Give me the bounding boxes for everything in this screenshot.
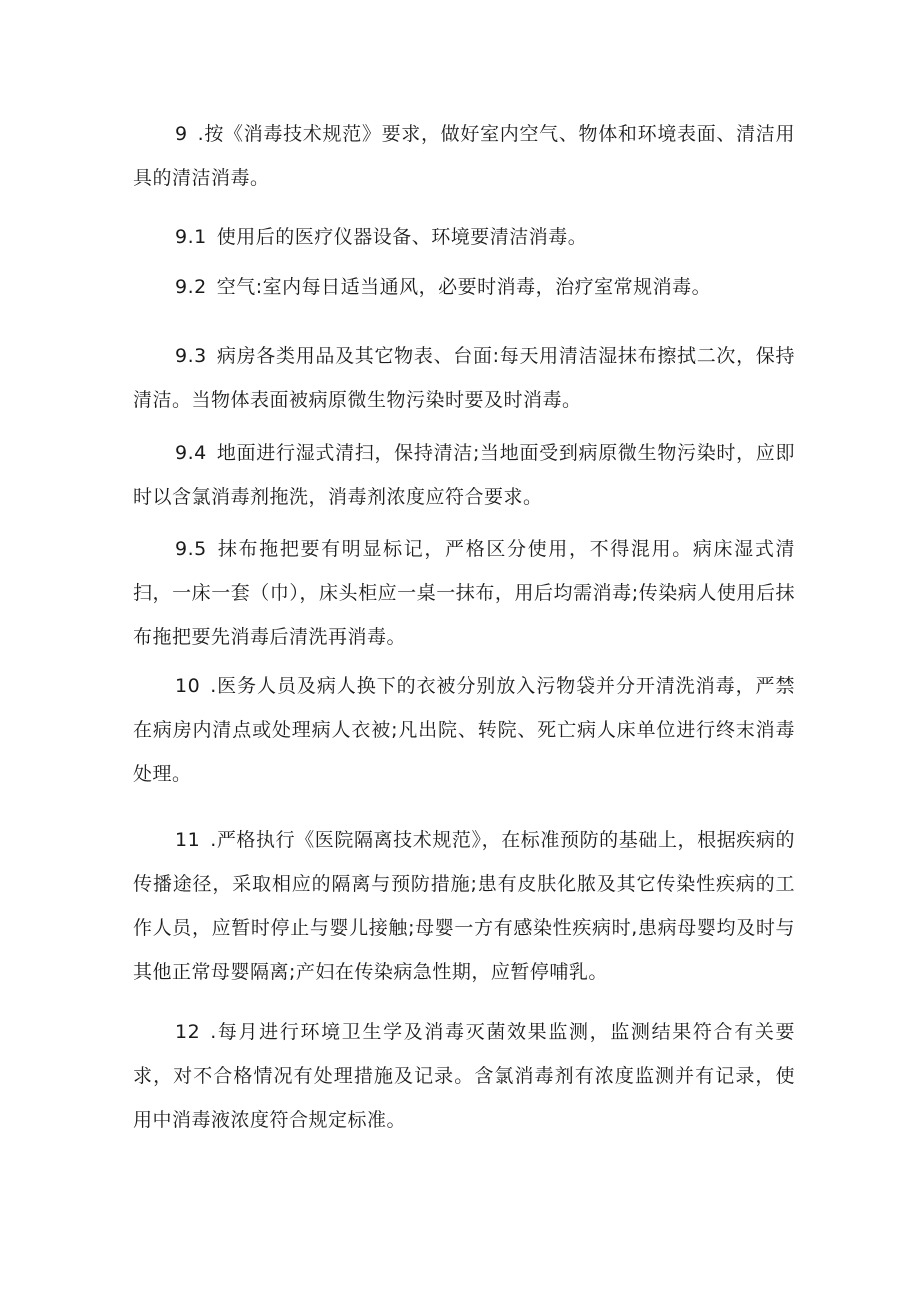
paragraph-text: 空气:室内每日适当通风，必要时消毒，治疗室常规消毒。 [216,276,712,298]
paragraph-number: 9.1 [175,226,207,248]
paragraph-number: 12 [175,1021,201,1043]
paragraph-number: 9.2 [175,276,207,298]
paragraph-text: 使用后的医疗仪器设备、环境要清洁消毒。 [216,226,588,248]
paragraph-10 [133,664,795,796]
paragraph-9-2 [133,265,795,309]
paragraph-number: 9.5 [175,538,207,560]
paragraph-number: 10 [175,675,201,697]
paragraph-text: 病房各类用品及其它物表、台面:每天用清洁湿抹布擦拭二次，保持清洁。当物体表面被病原微生物污染时要及时消毒。 [133,345,795,411]
paragraph-text: .每月进行环境卫生学及消毒灭菌效果监测，监测结果符合有关要求，对不合格情况有处理措施及记录。含氯消毒剂有浓度监测并有记录，使用中消毒液浓度符合规定标准。 [133,1021,795,1131]
paragraph-text: 地面进行湿式清扫，保持清洁;当地面受到病原微生物污染时，应即时以含氯消毒剂拖洗，消毒剂浓度应符合要求。 [133,442,795,508]
paragraph-9-3 [133,334,795,422]
paragraph-text: 抹布拖把要有明显标记，严格区分使用，不得混用。病床湿式清扫，一床一套（巾），床头柜应一桌一抹布，用后均需消毒;传染病人使用后抹布拖把要先消毒后清洗再消毒。 [133,538,795,648]
paragraph-9 [133,112,795,200]
paragraph-text: .按《消毒技术规范》要求，做好室内空气、物体和环境表面、清洁用具的清洁消毒。 [133,123,795,189]
paragraph-9-4 [133,431,795,519]
paragraph-9-1 [133,215,795,259]
paragraph-12 [133,1010,795,1142]
paragraph-9-5 [133,527,795,659]
paragraph-number: 9 [175,123,188,145]
paragraph-number: 11 [175,829,201,851]
paragraph-number: 9.4 [175,442,207,464]
paragraph-text: .医务人员及病人换下的衣被分别放入污物袋并分开清洗消毒，严禁在病房内清点或处理病人衣被;凡出院、转院、死亡病人床单位进行终末消毒处理。 [133,675,795,785]
paragraph-11 [133,818,795,994]
paragraph-number: 9.3 [175,345,207,367]
paragraph-text: .严格执行《医院隔离技术规范》，在标准预防的基础上，根据疾病的传播途径，采取相应的隔离与预防措施;患有皮肤化脓及其它传染性疾病的工作人员，应暂时停止与婴儿接触;母婴一方有感染性疾病时,患病母婴均及时与其他正常母婴隔离;产妇在传染病急性期，应暂停哺乳。 [133,829,795,983]
